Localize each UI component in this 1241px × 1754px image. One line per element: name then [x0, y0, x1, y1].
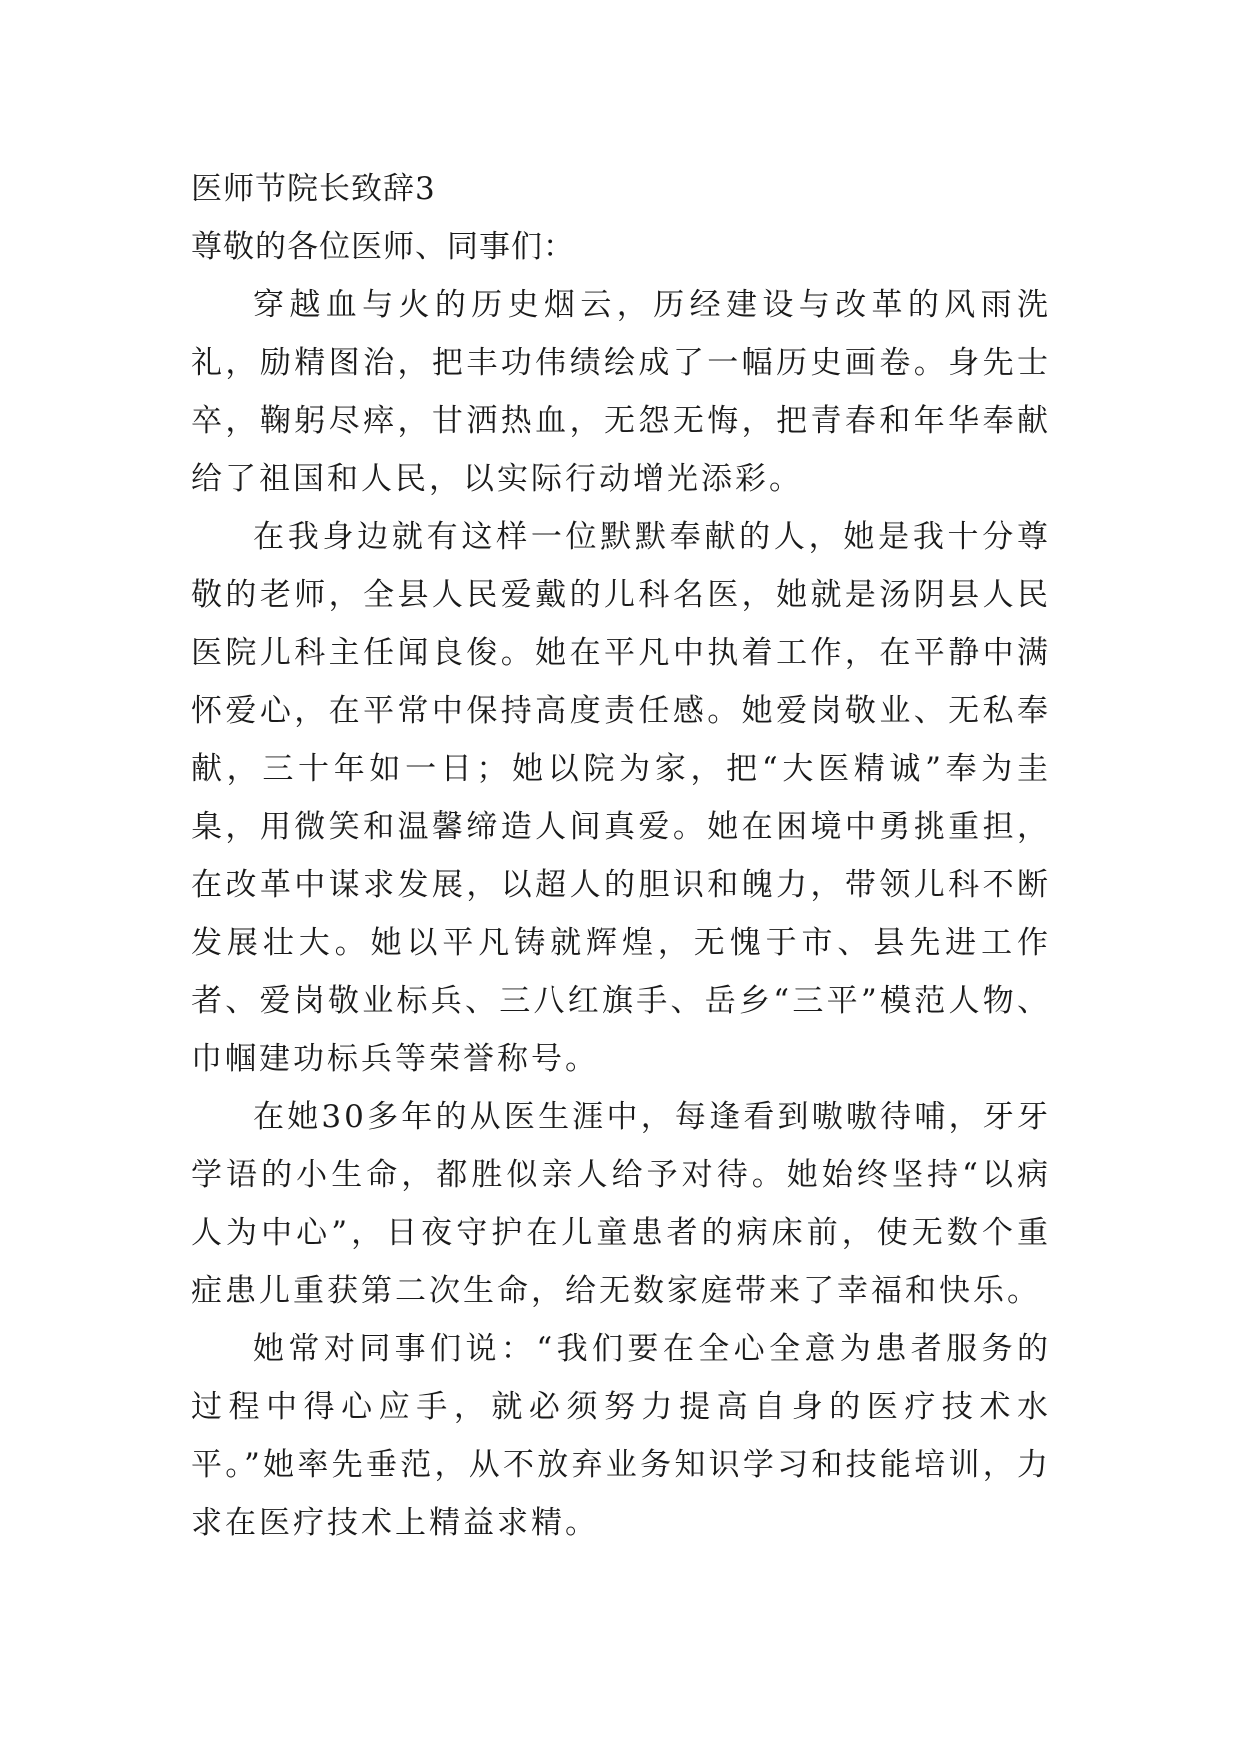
paragraph-4: 她常对同事们说：“我们要在全心全意为患者服务的过程中得心应手，就必须努力提高自身的医疗技术水平。”她率先垂范，从不放弃业务知识学习和技能培训，力求在医疗技术上精益求精。 — [191, 1331, 1051, 1541]
document-title: 医师节院长致辞3 — [191, 171, 436, 207]
document-body — [191, 160, 1051, 1552]
paragraph-2: 在我身边就有这样一位默默奉献的人，她是我十分尊敬的老师，全县人民爱戴的儿科名医，她就是汤阴县人民医院儿科主任闻良俊。她在平凡中执着工作，在平静中满怀爱心，在平常中保持高度责任感。她爱岗敬业、无私奉献，三十年如一日；她以院为家，把“大医精诚”奉为圭臬，用微笑和温馨缔造人间真爱。她在困境中勇挑重担，在改革中谋求发展，以超人的胆识和魄力，带领儿科不断发展壮大。她以平凡铸就辉煌，无愧于市、县先进工作者、爱岗敬业标兵、三八红旗手、岳乡“三平”模范人物、巾帼建功标兵等荣誉称号。 — [191, 519, 1051, 1077]
paragraph-3: 在她30多年的从医生涯中，每逢看到嗷嗷待哺，牙牙学语的小生命，都胜似亲人给予对待。她始终坚持“以病人为中心”，日夜守护在儿童患者的病床前，使无数个重症患儿重获第二次生命，给无数家庭带来了幸福和快乐。 — [191, 1099, 1051, 1309]
salutation: 尊敬的各位医师、同事们： — [191, 229, 575, 265]
paragraph-1: 穿越血与火的历史烟云，历经建设与改革的风雨洗礼，励精图治，把丰功伟绩绘成了一幅历史画卷。身先士卒，鞠躬尽瘁，甘洒热血，无怨无悔，把青春和年华奉献给了祖国和人民，以实际行动增光添彩。 — [191, 287, 1051, 497]
